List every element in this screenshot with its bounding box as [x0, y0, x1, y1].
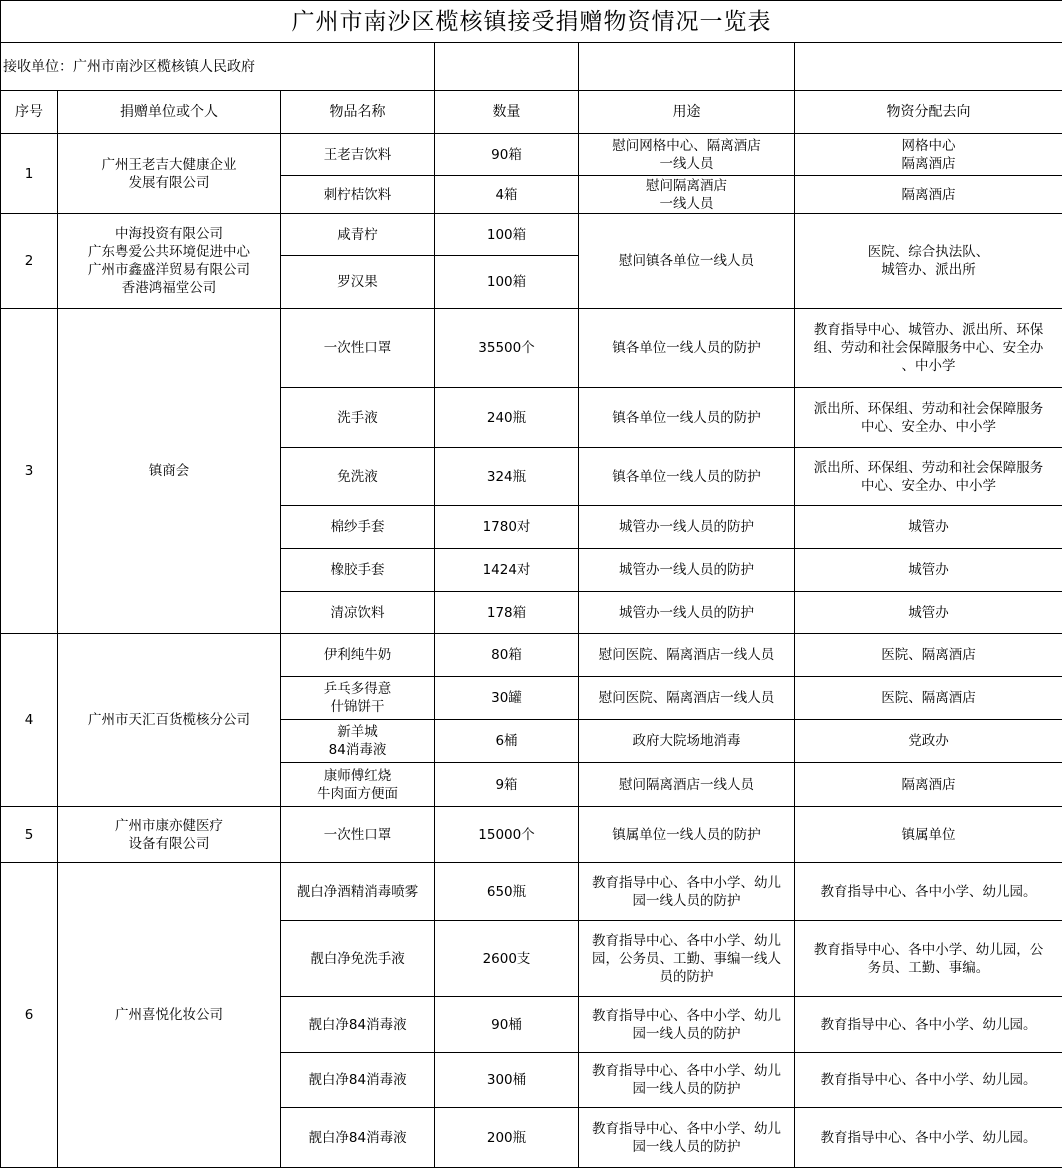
donor-cell: 广州市天汇百货榄核分公司	[58, 634, 281, 807]
destination-cell: 派出所、环保组、劳动和社会保障服务 中心、安全办、中小学	[795, 388, 1062, 448]
destination-cell: 教育指导中心、各中小学、幼儿园。	[795, 997, 1062, 1053]
purpose-cell: 慰问医院、隔离酒店一线人员	[579, 677, 795, 720]
item-name-cell: 康师傅红烧 牛肉面方便面	[281, 763, 435, 807]
purpose-cell: 教育指导中心、各中小学、幼儿 园一线人员的防护	[579, 1053, 795, 1108]
item-name-cell: 刺柠桔饮料	[281, 176, 435, 214]
quantity-cell: 200瓶	[435, 1108, 579, 1168]
item-name-cell: 新羊城 84消毒液	[281, 720, 435, 763]
destination-cell: 派出所、环保组、劳动和社会保障服务 中心、安全办、中小学	[795, 448, 1062, 506]
item-name-cell: 靓白净免洗手液	[281, 921, 435, 997]
quantity-cell: 324瓶	[435, 448, 579, 506]
purpose-cell: 教育指导中心、各中小学、幼儿 园一线人员的防护	[579, 1108, 795, 1168]
header-quantity: 数量	[435, 91, 579, 134]
destination-cell: 教育指导中心、各中小学、幼儿园。	[795, 1053, 1062, 1108]
quantity-cell: 1780对	[435, 506, 579, 549]
destination-cell: 教育指导中心、各中小学、幼儿园。	[795, 1108, 1062, 1168]
donor-cell: 中海投资有限公司 广东粤爱公共环境促进中心 广州市鑫盛洋贸易有限公司 香港鸿福堂公司	[58, 214, 281, 309]
item-name-cell: 咸青柠	[281, 214, 435, 256]
receiver-blank	[435, 43, 579, 91]
item-name-cell: 王老吉饮料	[281, 134, 435, 176]
item-name-cell: 一次性口罩	[281, 309, 435, 388]
purpose-cell: 政府大院场地消毒	[579, 720, 795, 763]
item-name-cell: 清凉饮料	[281, 592, 435, 634]
purpose-cell: 教育指导中心、各中小学、幼儿 园一线人员的防护	[579, 863, 795, 921]
quantity-cell: 2600支	[435, 921, 579, 997]
purpose-cell: 慰问网格中心、隔离酒店 一线人员	[579, 134, 795, 176]
quantity-cell: 100箱	[435, 214, 579, 256]
quantity-cell: 90箱	[435, 134, 579, 176]
destination-cell: 镇属单位	[795, 807, 1062, 863]
quantity-cell: 9箱	[435, 763, 579, 807]
donor-cell: 广州王老吉大健康企业 发展有限公司	[58, 134, 281, 214]
seq-cell: 2	[1, 214, 58, 309]
seq-cell: 1	[1, 134, 58, 214]
header-purpose: 用途	[579, 91, 795, 134]
table-row	[1, 214, 1062, 256]
item-name-cell: 罗汉果	[281, 256, 435, 309]
header-item-name: 物品名称	[281, 91, 435, 134]
purpose-cell: 教育指导中心、各中小学、幼儿 园，公务员、工勤、事编一线人 员的防护	[579, 921, 795, 997]
quantity-cell: 30罐	[435, 677, 579, 720]
item-name-cell: 一次性口罩	[281, 807, 435, 863]
purpose-cell: 城管办一线人员的防护	[579, 549, 795, 592]
table-row	[1, 634, 1062, 677]
seq-cell: 4	[1, 634, 58, 807]
item-name-cell: 靓白净酒精消毒喷雾	[281, 863, 435, 921]
destination-cell: 城管办	[795, 549, 1062, 592]
seq-cell: 5	[1, 807, 58, 863]
quantity-cell: 35500个	[435, 309, 579, 388]
item-name-cell: 乒乓多得意 什锦饼干	[281, 677, 435, 720]
table-row	[1, 309, 1062, 388]
item-name-cell: 洗手液	[281, 388, 435, 448]
item-name-cell: 免洗液	[281, 448, 435, 506]
header-seq: 序号	[1, 91, 58, 134]
quantity-cell: 650瓶	[435, 863, 579, 921]
seq-cell: 3	[1, 309, 58, 634]
quantity-cell: 80箱	[435, 634, 579, 677]
donor-cell: 广州市康亦健医疗 设备有限公司	[58, 807, 281, 863]
receiver-blank	[795, 43, 1062, 91]
header-donor: 捐赠单位或个人	[58, 91, 281, 134]
quantity-cell: 178箱	[435, 592, 579, 634]
quantity-cell: 6桶	[435, 720, 579, 763]
quantity-cell: 100箱	[435, 256, 579, 309]
destination-cell: 城管办	[795, 592, 1062, 634]
quantity-cell: 300桶	[435, 1053, 579, 1108]
purpose-cell: 镇各单位一线人员的防护	[579, 309, 795, 388]
purpose-cell: 慰问隔离酒店一线人员	[579, 763, 795, 807]
receiver-blank	[579, 43, 795, 91]
quantity-cell: 15000个	[435, 807, 579, 863]
purpose-cell: 教育指导中心、各中小学、幼儿 园一线人员的防护	[579, 997, 795, 1053]
destination-cell: 教育指导中心、城管办、派出所、环保 组、劳动和社会保障服务中心、安全办 、中小学	[795, 309, 1062, 388]
destination-cell: 城管办	[795, 506, 1062, 549]
destination-cell: 医院、隔离酒店	[795, 677, 1062, 720]
purpose-cell: 慰问隔离酒店 一线人员	[579, 176, 795, 214]
table-row	[1, 863, 1062, 921]
purpose-cell: 镇各单位一线人员的防护	[579, 448, 795, 506]
destination-cell: 隔离酒店	[795, 763, 1062, 807]
destination-cell: 教育指导中心、各中小学、幼儿园，公 务员、工勤、事编。	[795, 921, 1062, 997]
donor-cell: 镇商会	[58, 309, 281, 634]
seq-cell: 6	[1, 863, 58, 1168]
destination-cell: 隔离酒店	[795, 176, 1062, 214]
purpose-cell: 慰问镇各单位一线人员	[579, 214, 795, 309]
destination-cell: 医院、综合执法队、 城管办、派出所	[795, 214, 1062, 309]
purpose-cell: 城管办一线人员的防护	[579, 592, 795, 634]
page-title: 广州市南沙区榄核镇接受捐赠物资情况一览表	[1, 1, 1062, 43]
quantity-cell: 240瓶	[435, 388, 579, 448]
item-name-cell: 靓白净84消毒液	[281, 997, 435, 1053]
destination-cell: 网格中心 隔离酒店	[795, 134, 1062, 176]
item-name-cell: 伊利纯牛奶	[281, 634, 435, 677]
purpose-cell: 慰问医院、隔离酒店一线人员	[579, 634, 795, 677]
purpose-cell: 镇属单位一线人员的防护	[579, 807, 795, 863]
destination-cell: 医院、隔离酒店	[795, 634, 1062, 677]
donor-cell: 广州喜悦化妆公司	[58, 863, 281, 1168]
item-name-cell: 橡胶手套	[281, 549, 435, 592]
purpose-cell: 镇各单位一线人员的防护	[579, 388, 795, 448]
purpose-cell: 城管办一线人员的防护	[579, 506, 795, 549]
table-row	[1, 134, 1062, 176]
table-row	[1, 807, 1062, 863]
quantity-cell: 90桶	[435, 997, 579, 1053]
header-destination: 物资分配去向	[795, 91, 1062, 134]
quantity-cell: 4箱	[435, 176, 579, 214]
destination-cell: 教育指导中心、各中小学、幼儿园。	[795, 863, 1062, 921]
destination-cell: 党政办	[795, 720, 1062, 763]
item-name-cell: 棉纱手套	[281, 506, 435, 549]
quantity-cell: 1424对	[435, 549, 579, 592]
receiver-label: 接收单位：广州市南沙区榄核镇人民政府	[1, 43, 435, 91]
item-name-cell: 靓白净84消毒液	[281, 1053, 435, 1108]
item-name-cell: 靓白净84消毒液	[281, 1108, 435, 1168]
